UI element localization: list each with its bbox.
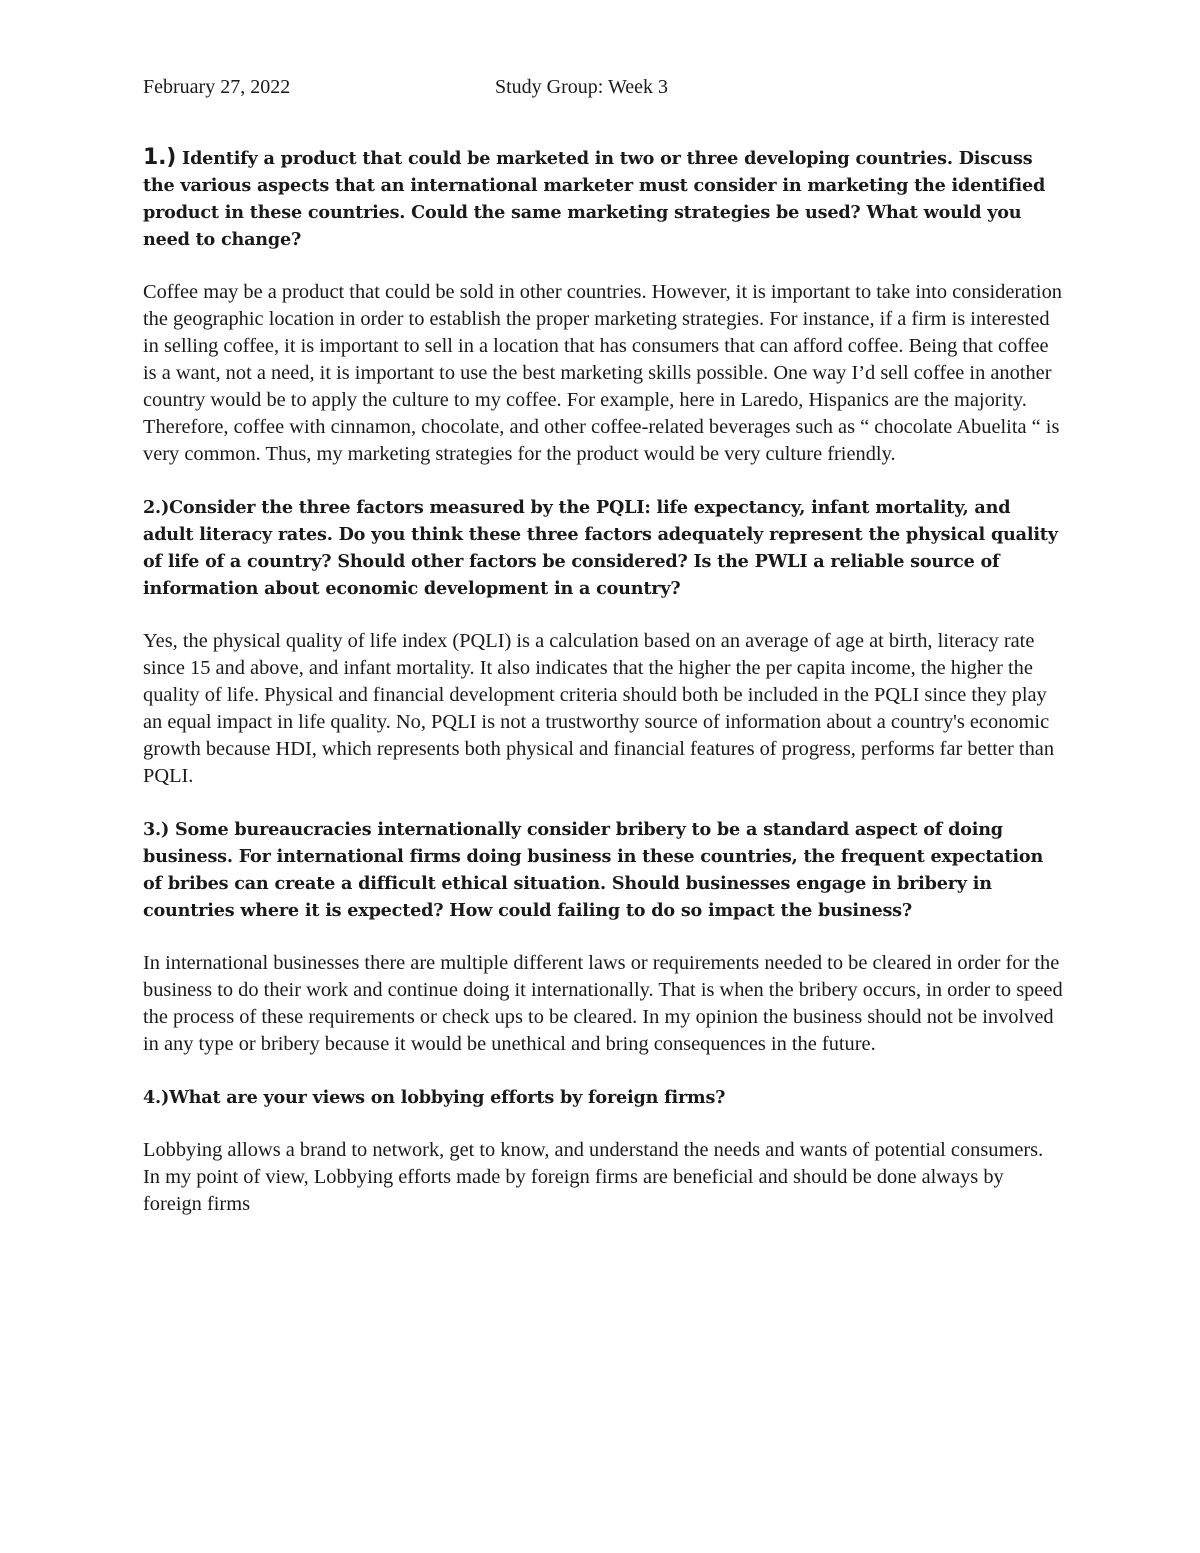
question-4-text: What are your views on lobbying efforts by foreign firms? bbox=[169, 1087, 726, 1108]
question-2 bbox=[143, 494, 1063, 602]
header-study-group: Study Group: Week 3 bbox=[495, 76, 669, 98]
question-2-text: Consider the three factors measured by the PQLI: life expectancy, infant mortality, and adult literacy rates. Do you think these three factors adequately represent the physical quality of life of a country? Should other factors be considered? Is the PWLI a reliable source of information about economic development in a country? bbox=[143, 497, 1058, 599]
question-4-number: 4.) bbox=[143, 1087, 170, 1108]
document-header bbox=[143, 72, 1063, 102]
document-page bbox=[143, 72, 1063, 1218]
header-date: February 27, 2022 bbox=[143, 76, 291, 98]
question-4 bbox=[143, 1084, 1063, 1111]
answer-4: Lobbying allows a brand to network, get to know, and understand the needs and wants of potential consumers. In my point of view, Lobbying efforts made by foreign firms are beneficial and should be done always by foreign firms bbox=[143, 1139, 1044, 1215]
question-3-text: Some bureaucracies internationally consider bribery to be a standard aspect of doing business. For international firms doing business in these countries, the frequent expectation of bribes can create a difficult ethical situation. Should businesses engage in bribery in countries where it is expected? How could failing to do so impact the business? bbox=[143, 819, 1044, 921]
question-3-number: 3.) bbox=[143, 819, 170, 840]
answer-3: In international businesses there are multiple different laws or requirements needed to be cleared in order for the business to do their work and continue doing it internationally. That is when the bribery occurs, in order to speed the process of these requirements or check ups to be cleared. In my opinion the business should not be involved in any type or bribery because it would be unethical and bring consequences in the future. bbox=[143, 952, 1063, 1055]
answer-1: Coffee may be a product that could be sold in other countries. However, it is important to take into consideration the geographic location in order to establish the proper marketing strategies. For instance, if a firm is interested in selling coffee, it is important to sell in a location that has consumers that can afford coffee. Being that coffee is a want, not a need, it is important to use the best marketing skills possible. One way I’d sell coffee in another country would be to apply the culture to my coffee. For example, here in Laredo, Hispanics are the majority. Therefore, coffee with cinnamon, chocolate, and other coffee-related beverages such as “ chocolate Abuelita “ is very common. Thus, my marketing strategies for the product would be very culture friendly. bbox=[143, 281, 1062, 465]
question-1 bbox=[143, 144, 1063, 253]
answer-2: Yes, the physical quality of life index (PQLI) is a calculation based on an average of age at birth, literacy rate since 15 and above, and infant mortality. It also indicates that the higher the per capita income, the higher the quality of life. Physical and financial development criteria should both be included in the PQLI since they play an equal impact in life quality. No, PQLI is not a trustworthy source of information about a country's economic growth because HDI, which represents both physical and financial features of progress, performs far better than PQLI. bbox=[143, 630, 1055, 787]
question-1-number: 1.) bbox=[143, 145, 177, 170]
question-3 bbox=[143, 816, 1063, 924]
question-1-text: Identify a product that could be marketed in two or three developing countries. Discuss the various aspects that an international marketer must consider in marketing the identified product in these countries. Could the same marketing strategies be used? What would you need to change? bbox=[143, 148, 1046, 250]
question-2-number: 2.) bbox=[143, 497, 170, 518]
